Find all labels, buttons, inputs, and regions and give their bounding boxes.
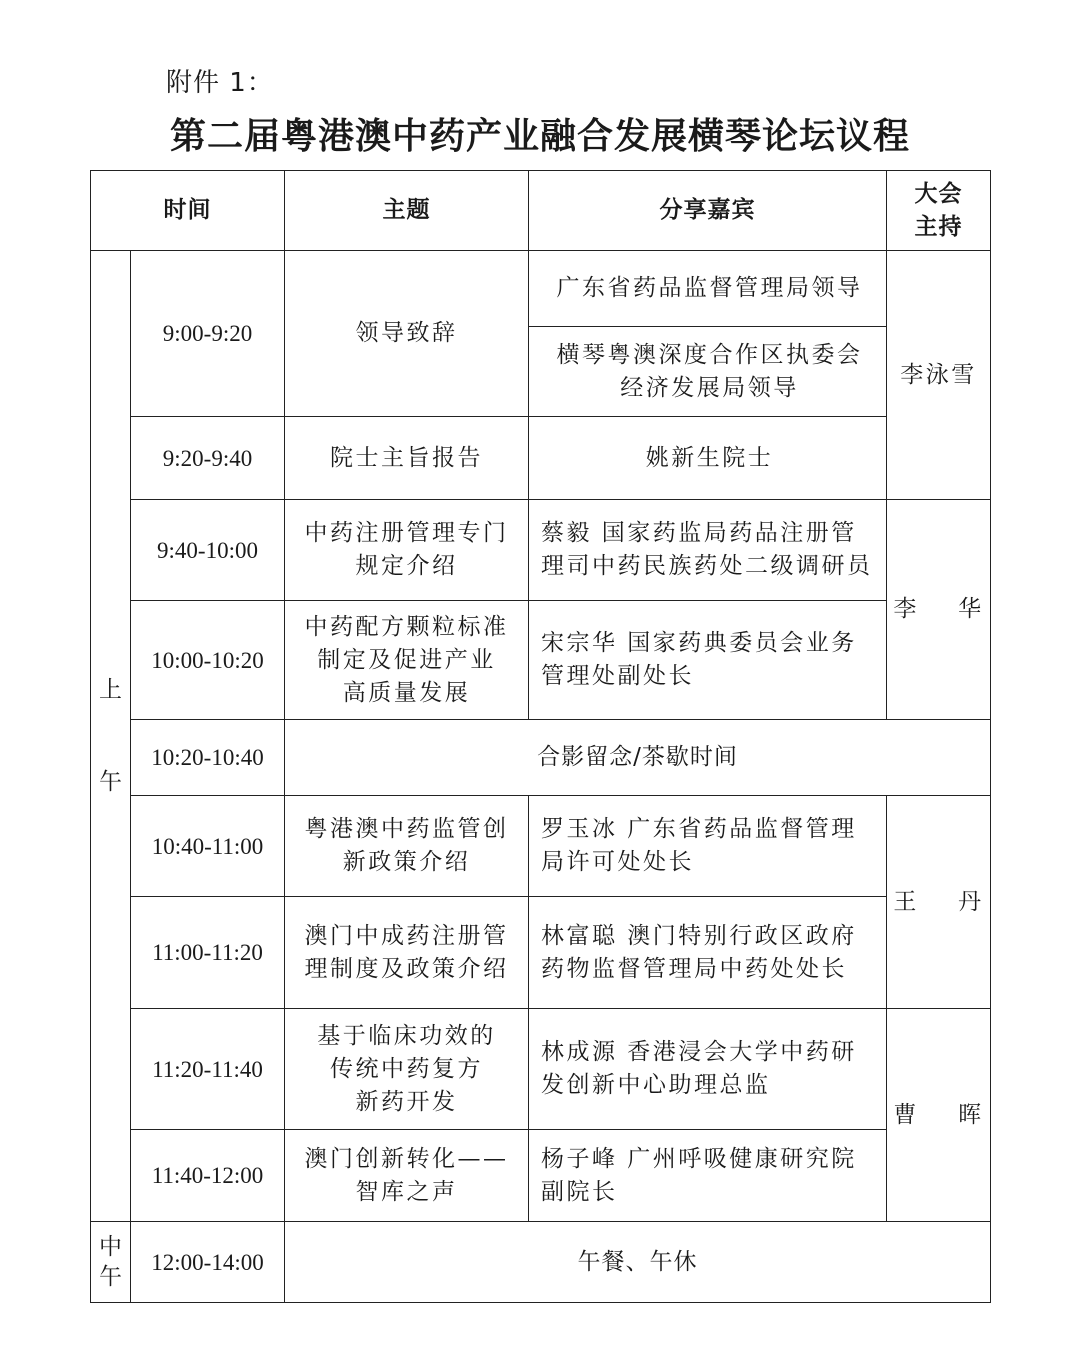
topic-line: 澳门中成药注册管 — [304, 922, 509, 949]
topic-cell — [285, 1130, 529, 1222]
topic-line: 智库之声 — [355, 1178, 458, 1205]
time-cell: 12:00-14:00 — [131, 1222, 285, 1303]
table-row — [91, 897, 991, 1009]
speaker-cell: 姚新生院士 — [529, 417, 887, 500]
table-row — [91, 796, 991, 897]
host-cell — [887, 500, 991, 720]
speaker-line: 林成源 香港浸会大学中药研 — [541, 1039, 857, 1065]
topic-line: 制定及促进产业 — [317, 646, 496, 673]
speaker-cell — [529, 327, 887, 417]
topic-cell — [285, 601, 529, 720]
host-cell — [887, 251, 991, 500]
topic-line: 传统中药复方 — [330, 1055, 483, 1082]
speaker-cell — [529, 796, 887, 897]
header-host — [887, 171, 991, 251]
topic-line: 高质量发展 — [342, 679, 471, 706]
time-cell: 11:00-11:20 — [131, 897, 285, 1009]
topic-line: 澳门创新转化—— — [304, 1145, 509, 1172]
topic-cell — [285, 796, 529, 897]
break-cell: 午餐、午休 — [285, 1222, 991, 1303]
time-cell: 11:40-12:00 — [131, 1130, 285, 1222]
host-name: 李 华 — [893, 596, 984, 622]
topic-line: 粤港澳中药监管创 — [304, 816, 509, 842]
header-host-line1: 大会 — [914, 180, 963, 207]
period-morning-char2: 午 — [99, 769, 122, 795]
time-cell: 11:20-11:40 — [131, 1009, 285, 1130]
header-row — [91, 171, 991, 251]
topic-cell: 领导致辞 — [285, 251, 529, 417]
speaker-line: 罗玉冰 广东省药品监督管理 — [541, 816, 857, 842]
speaker-line: 局许可处处长 — [541, 849, 694, 875]
speaker-line: 发创新中心助理总监 — [541, 1072, 771, 1098]
speaker-cell — [529, 1130, 887, 1222]
host-cell — [887, 1009, 991, 1222]
break-cell: 合影留念/茶歇时间 — [285, 720, 991, 796]
topic-cell: 院士主旨报告 — [285, 417, 529, 500]
topic-line: 理制度及政策介绍 — [304, 955, 509, 982]
header-topic: 主题 — [285, 171, 529, 251]
speaker-line: 宋宗华 国家药典委员会业务 — [541, 630, 857, 656]
header-speaker: 分享嘉宾 — [529, 171, 887, 251]
table-row — [91, 601, 991, 720]
speaker-cell — [529, 500, 887, 601]
speaker-line: 经济发展局领导 — [620, 374, 799, 401]
speaker-line: 药物监督管理局中药处处长 — [541, 955, 847, 982]
table-row — [91, 500, 991, 601]
table-row — [91, 417, 991, 500]
time-cell: 10:40-11:00 — [131, 796, 285, 897]
table-row — [91, 720, 991, 796]
speaker-cell — [529, 601, 887, 720]
time-cell: 9:20-9:40 — [131, 417, 285, 500]
host-cell — [887, 796, 991, 1009]
speaker-line: 理司中药民族药处二级调研员 — [541, 553, 873, 579]
speaker-line: 副院长 — [541, 1178, 618, 1205]
table-row — [91, 1009, 991, 1130]
topic-cell — [285, 500, 529, 601]
header-host-line2: 主持 — [914, 213, 963, 240]
speaker-cell — [529, 897, 887, 1009]
period-noon-char2: 午 — [99, 1264, 122, 1290]
time-cell: 9:40-10:00 — [131, 500, 285, 601]
topic-line: 新政策介绍 — [342, 849, 471, 875]
period-morning — [91, 251, 131, 1222]
host-name: 李泳雪 — [900, 361, 977, 388]
speaker-cell — [529, 1009, 887, 1130]
speaker-line: 蔡毅 国家药监局药品注册管 — [541, 520, 857, 546]
table-row — [91, 1222, 991, 1303]
header-time: 时间 — [91, 171, 285, 251]
topic-line: 规定介绍 — [355, 553, 458, 579]
page-title: 第二届粤港澳中药产业融合发展横琴论坛议程 — [169, 115, 910, 157]
topic-line: 新药开发 — [355, 1088, 458, 1115]
time-cell: 10:00-10:20 — [131, 601, 285, 720]
topic-line: 中药注册管理专门 — [304, 520, 509, 546]
table-row — [91, 1130, 991, 1222]
time-cell: 9:00-9:20 — [131, 251, 285, 417]
period-morning-char1: 上 — [99, 677, 122, 703]
speaker-line: 管理处副处长 — [541, 663, 694, 689]
agenda-table — [90, 170, 991, 1303]
speaker-cell: 广东省药品监督管理局领导 — [529, 251, 887, 327]
host-name: 曹 晖 — [893, 1101, 984, 1128]
attachment-label: 附件 1： — [166, 68, 274, 98]
speaker-line: 杨子峰 广州呼吸健康研究院 — [541, 1145, 857, 1172]
host-name: 王 丹 — [893, 888, 984, 915]
topic-cell — [285, 1009, 529, 1130]
period-noon-char1: 中 — [99, 1234, 122, 1260]
topic-line: 基于临床功效的 — [317, 1022, 496, 1049]
speaker-line: 横琴粤澳深度合作区执委会 — [556, 341, 863, 368]
time-cell: 10:20-10:40 — [131, 720, 285, 796]
topic-line: 中药配方颗粒标准 — [304, 613, 509, 640]
speaker-line: 林富聪 澳门特别行政区政府 — [541, 922, 857, 949]
topic-cell — [285, 897, 529, 1009]
table-row — [91, 251, 991, 327]
period-noon — [91, 1222, 131, 1303]
